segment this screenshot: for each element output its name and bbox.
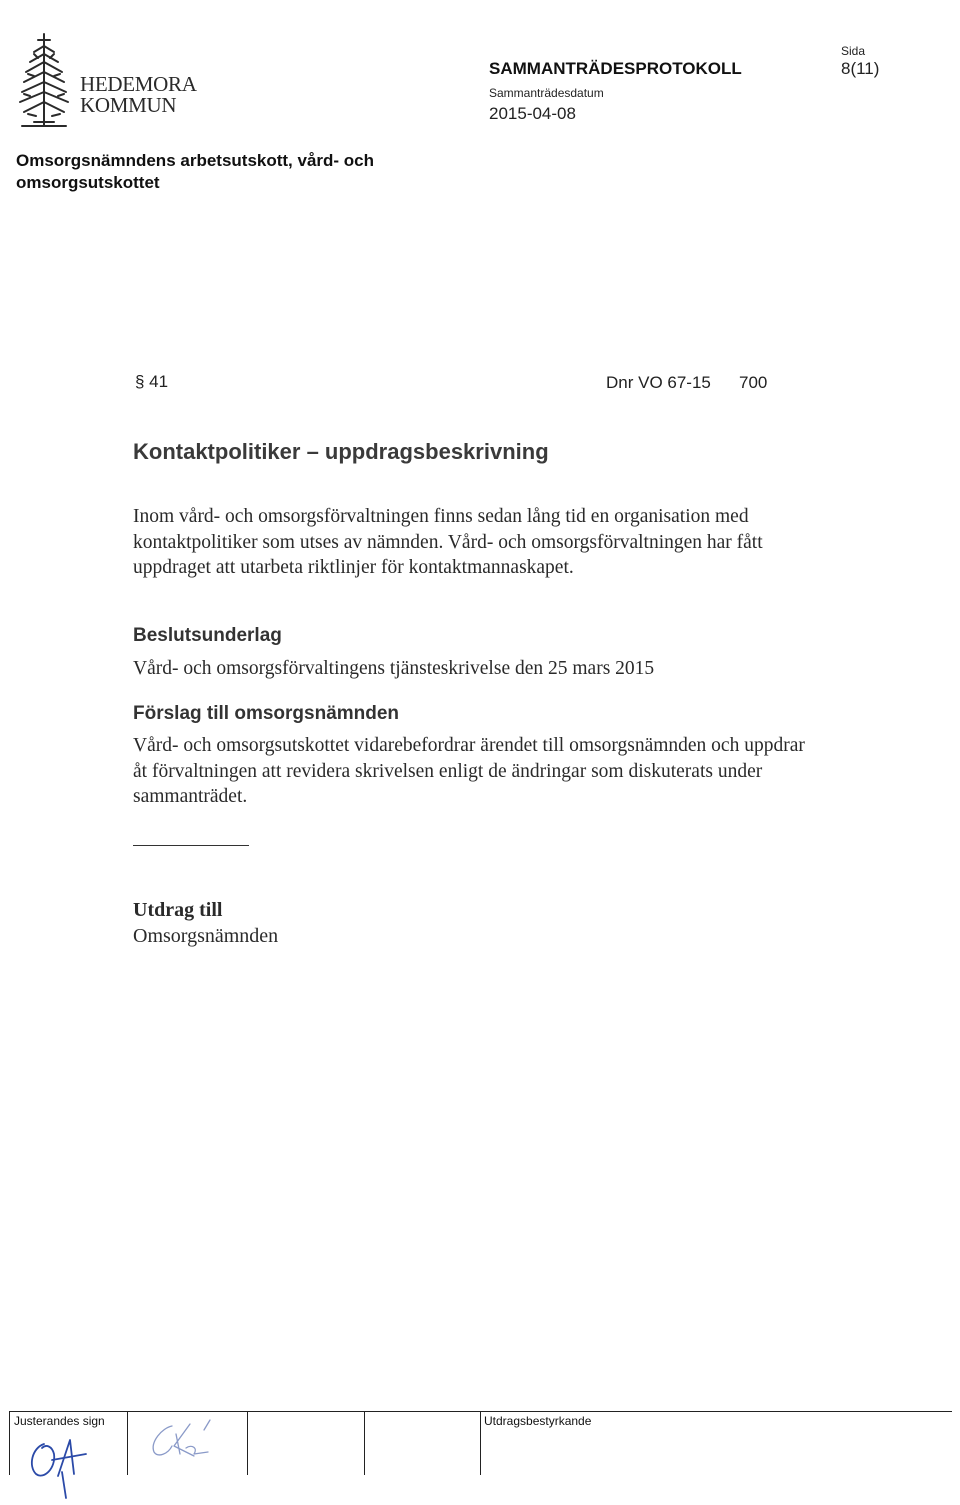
handwritten-signatures [22, 1418, 242, 1500]
section-heading: Kontaktpolitiker – uppdragsbeskrivning [133, 439, 549, 464]
proposal-heading: Förslag till omsorgsnämnden [133, 703, 400, 724]
signature-divider [480, 1411, 481, 1475]
section-divider [133, 845, 249, 846]
proposal-paragraph: Vård- och omsorgsutskottet vidarebefordrar ärendet till omsorgsnämnden och uppdrar åt förvaltningen att revidera skrivelsen enligt de ändringar som diskuterats under sammanträdet. [133, 735, 805, 808]
meeting-date-label: Sammanträdesdatum [489, 86, 604, 100]
basis-paragraph: Vård- och omsorgsförvaltingens tjänsteskrivelse den 25 mars 2015 [133, 658, 655, 679]
basis-heading: Beslutsunderlag [133, 625, 282, 646]
extract-recipient: Omsorgsnämnden [133, 925, 279, 947]
intro-paragraph: Inom vård- och omsorgsförvaltningen finns sedan lång tid en organisation med kontaktpolitiker som utses av nämnden. Vård- och omsorgsförvaltningen har fått uppdraget att utarbeta riktlinjer för kontaktmannaskapet. [133, 506, 763, 579]
org-name-line2: KOMMUN [80, 93, 177, 117]
signature-divider [247, 1411, 248, 1475]
page-label: Sida [841, 44, 866, 58]
committee-name: Omsorgsnämndens arbetsutskott, vård- och omsorgsutskottet [16, 151, 375, 192]
diary-number: Dnr VO 67-15 [606, 373, 711, 392]
certification-label: Utdragsbestyrkande [484, 1414, 592, 1428]
signature-divider [364, 1411, 365, 1475]
signature-box-left-border [9, 1411, 10, 1475]
diary-code: 700 [739, 373, 768, 392]
org-name-line1: HEDEMORA [80, 72, 197, 96]
document-type: SAMMANTRÄDESPROTOKOLL [489, 59, 742, 78]
page-number: 8(11) [841, 59, 880, 78]
extract-heading: Utdrag till [133, 899, 223, 921]
meeting-date: 2015-04-08 [489, 104, 576, 123]
section-number: § 41 [135, 372, 169, 391]
signers-label: Justerandes sign [14, 1414, 105, 1428]
pine-tree-icon [16, 30, 72, 130]
